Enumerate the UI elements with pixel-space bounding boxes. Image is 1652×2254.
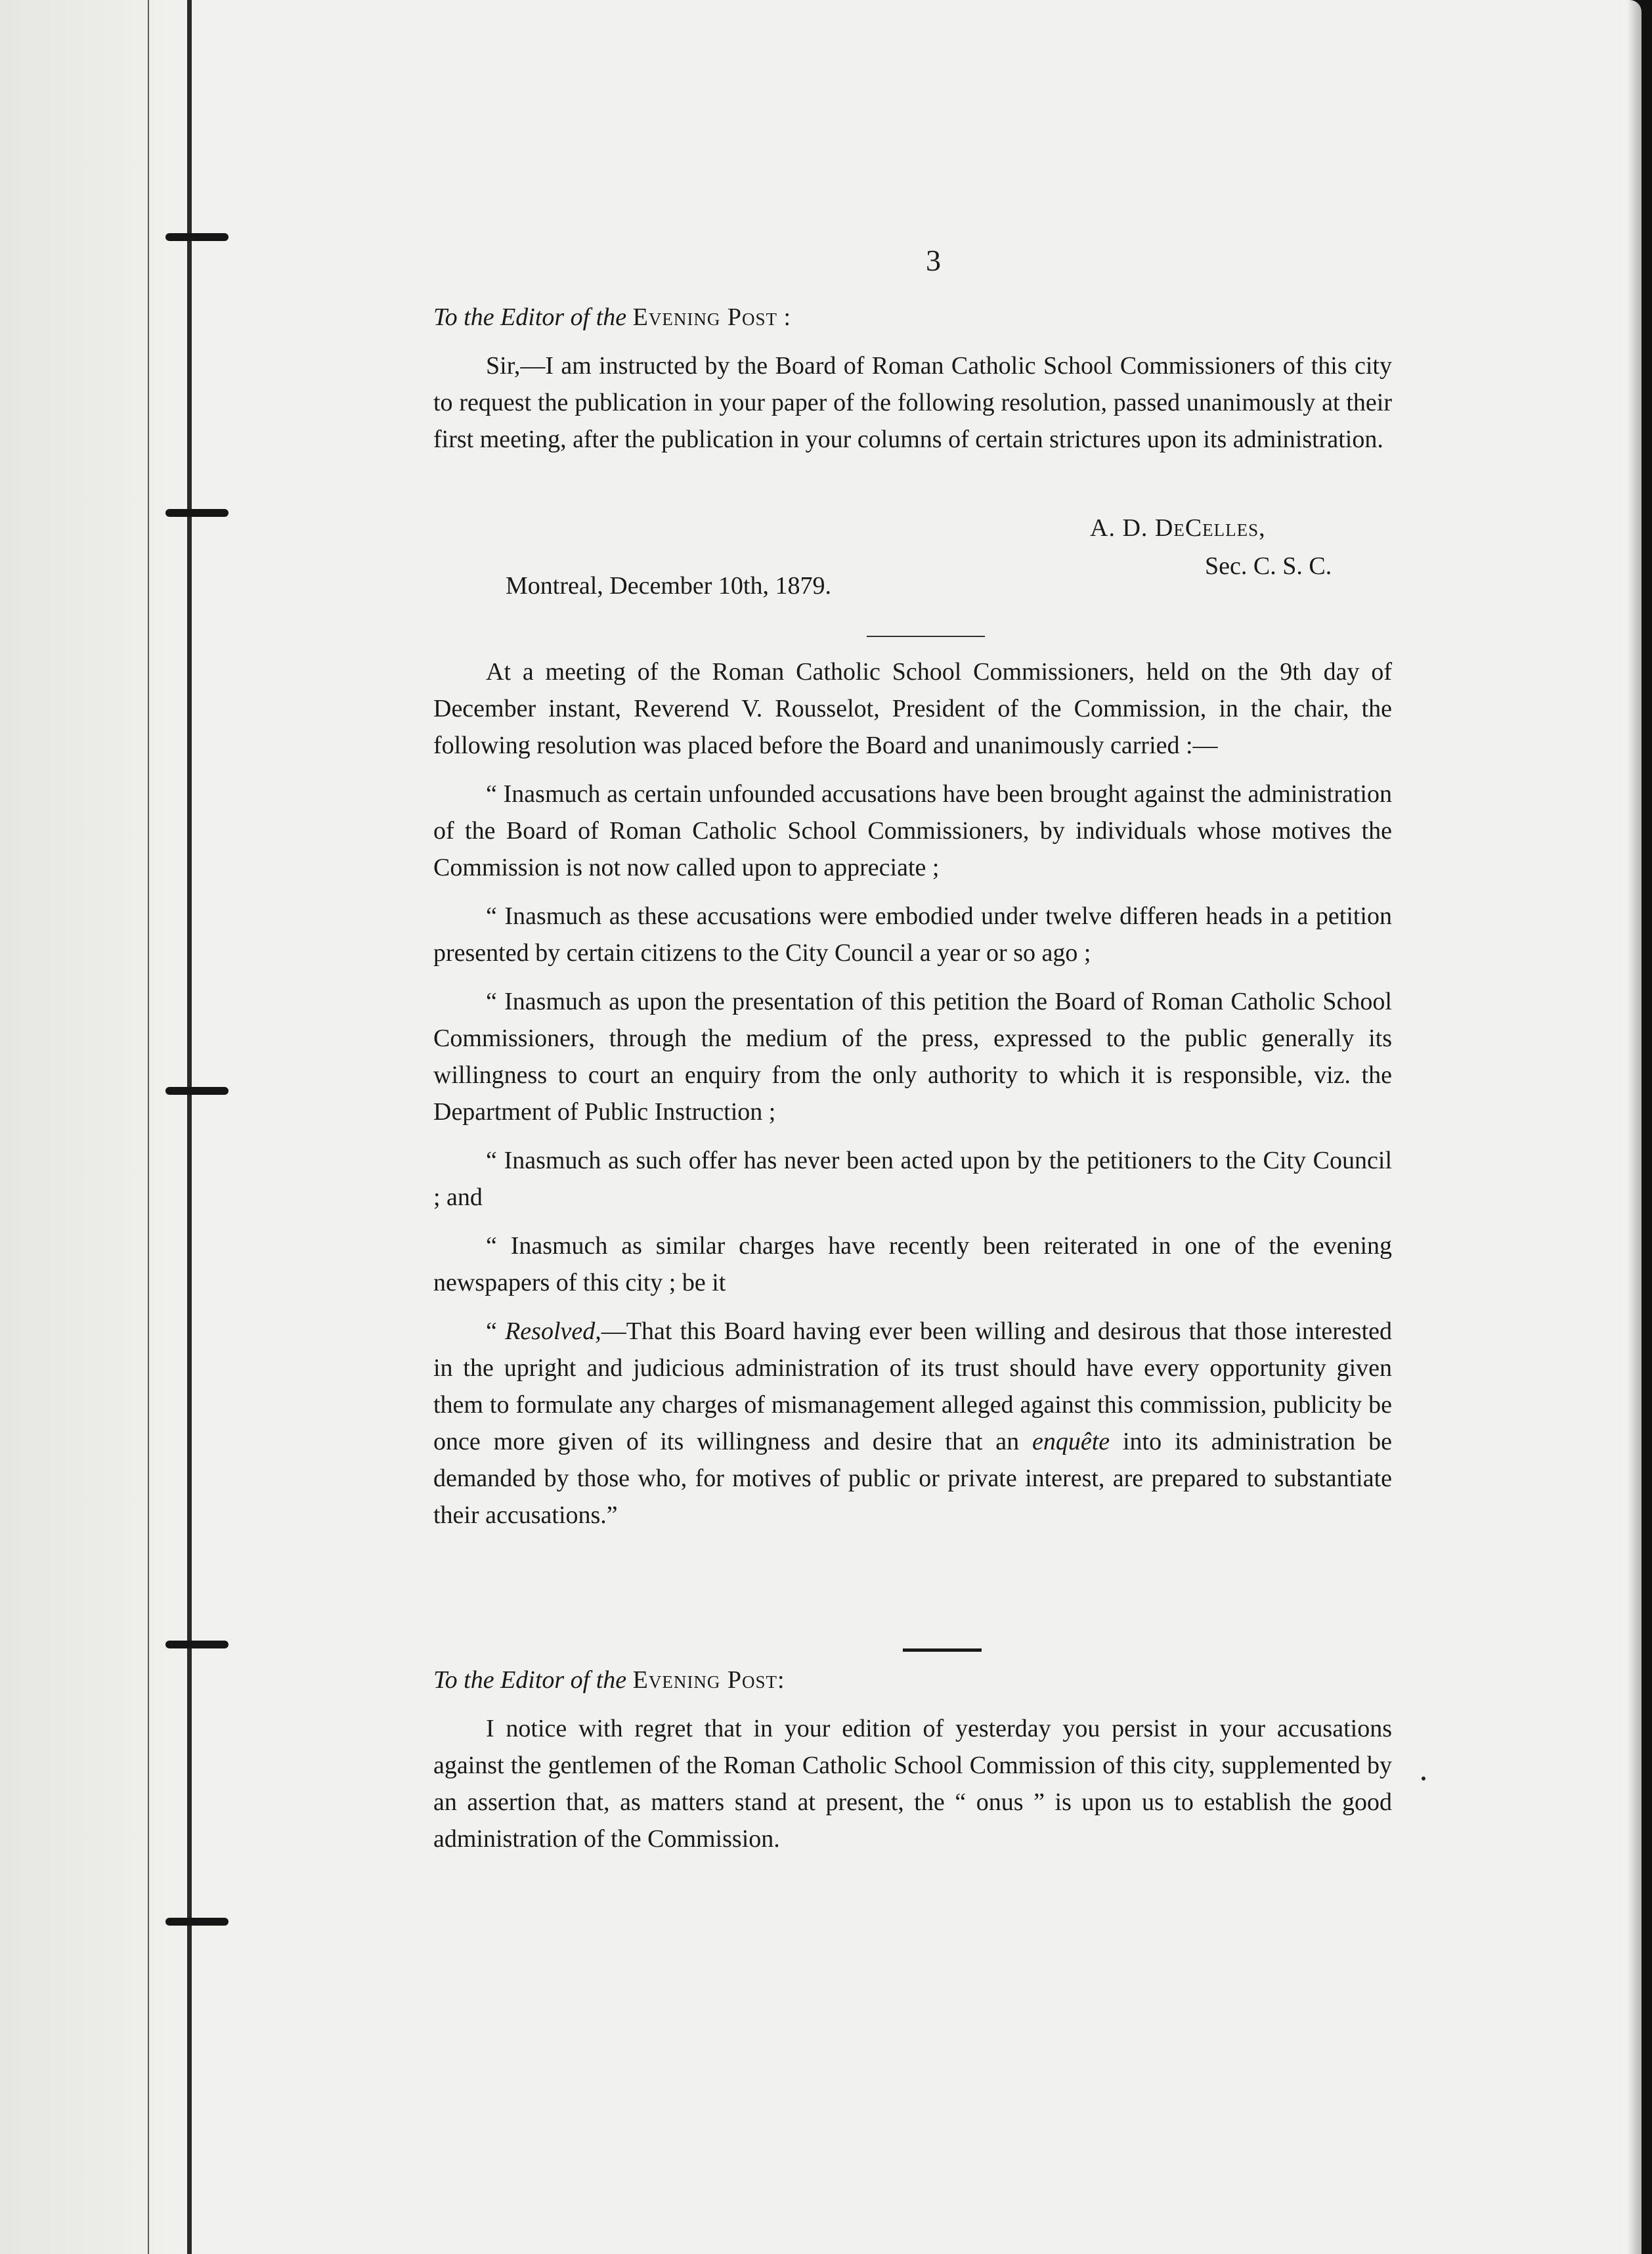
resolution-paragraph: “ Inasmuch as certain unfounded accusations have been brought against the administration of the Board of Roman Catholic School Commissioners, by individuals whose motives the Commission is not now called upon to appreciate ; xyxy=(433,780,1392,881)
resolved-text-b: into its administration be demanded by those who, for motives of public or private interest, are prepared to substantiate their accusations.” xyxy=(433,1428,1392,1529)
resolution-paragraph: “ Inasmuch as these accusations were embodied under twelve differen heads in a petition presented by certain citizens to the City Council a year or so ago ; xyxy=(433,902,1392,967)
resolved-paragraph: “ Resolved,—That this Board having ever been willing and desirous that those interested in the upright and judicious administration of its trust should have every opportunity given them to formulate any charges of mismanagement alleged against this commission, publicity be once more given of its willingness and desire that an enquête into its administration be demanded by those who, for motives of public or private interest, are prepared to substantiate their accusations.” xyxy=(433,1317,1392,1529)
signature-name: A. D. DeCelles, xyxy=(1090,514,1266,542)
resolved-text-a: —That this Board having ever been willing and desirous that those interested in the upright and judicious administration of its trust should have every opportunity given them to formulate any charges of mismanagement alleged against this commission, publicity be once more given of its willingness and desire that an xyxy=(433,1317,1392,1455)
page-edge-shadow xyxy=(1627,0,1641,2254)
salutation-prefix: To the Editor of the xyxy=(433,303,627,331)
page-number: 3 xyxy=(926,244,941,277)
resolution-section xyxy=(433,653,1392,1534)
salutation-punctuation: : xyxy=(777,1666,785,1694)
resolved-word: Resolved, xyxy=(505,1317,601,1345)
signature-title: Sec. C. S. C. xyxy=(1205,552,1332,580)
letter-2-body: I notice with regret that in your edition of yesterday you persist in your accusations against the gentlemen of the Roman Catholic School Commission of this city, supplemented by an assertion that, as matters stand at present, the “ onus ” is upon us to establish the good administration of the Commission. xyxy=(433,1715,1392,1853)
resolution-paragraph: “ Inasmuch as similar charges have recently been reiterated in one of the evening newspapers of this city ; be it xyxy=(433,1232,1392,1296)
resolution-intro: At a meeting of the Roman Catholic School Commissioners, held on the 9th day of December instant, Reverend V. Rousselot, President of the Commission, in the chair, the following resolution was placed before the Board and unanimously carried :— xyxy=(433,658,1392,759)
salutation-punctuation: : xyxy=(777,303,791,331)
place-and-date: Montreal, December 10th, 1879. xyxy=(506,572,831,600)
print-speck xyxy=(1422,1777,1425,1780)
resolution-paragraph: “ Inasmuch as upon the presentation of this petition the Board of Roman Catholic School Commissioners, through the medium of the press, expressed to the public generally its willingness to court an enquiry from the only authority to which it is responsible, viz. the Department of Public Instruction ; xyxy=(433,988,1392,1126)
resolved-italic-word: enquête xyxy=(1032,1428,1110,1455)
binding-thread-line xyxy=(187,0,192,2254)
binding-staple xyxy=(165,233,228,241)
salutation-prefix: To the Editor of the xyxy=(433,1666,627,1694)
binding-staple xyxy=(165,1087,228,1095)
resolution-paragraph: “ Inasmuch as such offer has never been acted upon by the petitioners to the City Council ; and xyxy=(433,1147,1392,1211)
letter-2 xyxy=(433,1662,1392,1857)
newspaper-name: Evening Post xyxy=(632,303,778,331)
binding-fold-line xyxy=(148,0,149,2254)
section-divider xyxy=(867,636,985,637)
letter-1-body: Sir,—I am instructed by the Board of Roman Catholic School Commissioners of this city to request the publication in your paper of the following resolution, passed unanimously at their first meeting, after the publication in your columns of certain strictures upon its administration. xyxy=(433,352,1392,453)
binding-staple xyxy=(165,509,228,517)
letter-1-salutation xyxy=(433,299,1392,336)
section-divider xyxy=(903,1648,982,1652)
letter-1 xyxy=(433,299,1392,458)
newspaper-name: Evening Post xyxy=(632,1666,778,1694)
letter-2-salutation xyxy=(433,1662,1392,1698)
binding-staple xyxy=(165,1918,228,1926)
binding-margin xyxy=(0,0,190,2254)
binding-staple xyxy=(165,1641,228,1648)
